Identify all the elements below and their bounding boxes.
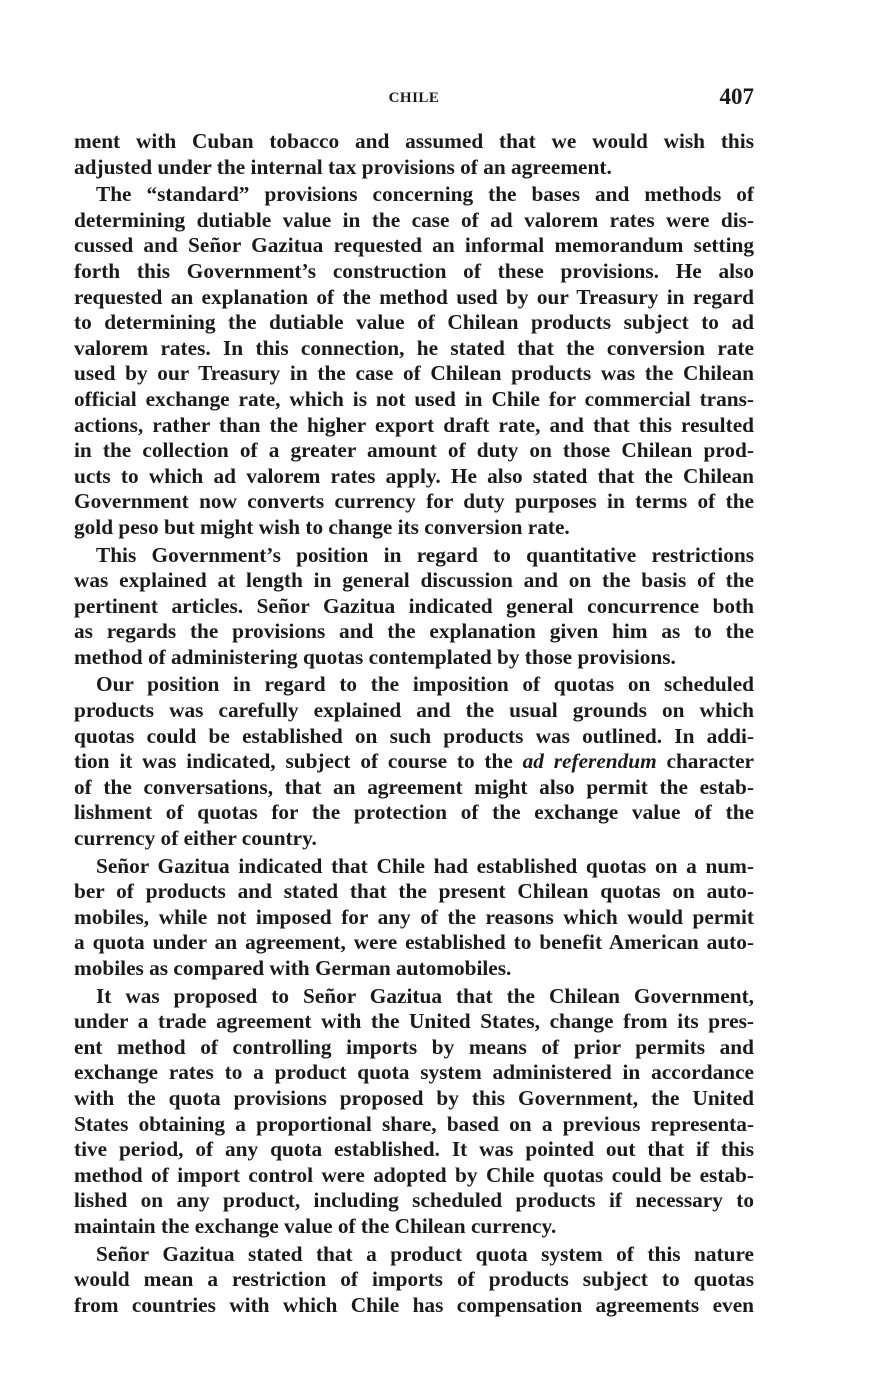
text-line: ucts to which ad valorem rates apply. He also stated that the Chilean [74, 463, 754, 488]
text-line: exchange rates to a product quota system administered in accordance [74, 1060, 754, 1085]
paragraph [74, 129, 754, 180]
text-line: Señor Gazitua indicated that Chile had established quotas on a num- [96, 853, 754, 878]
text-line: ent method of controlling imports by means of prior permits and [74, 1034, 754, 1059]
running-head: CHILE [388, 90, 440, 106]
text-line: determining dutiable value in the case of ad valorem rates were dis- [74, 207, 754, 232]
text-line: ber of products and stated that the present Chilean quotas on auto- [74, 879, 754, 904]
text-line: mobiles, while not imposed for any of the reasons which would permit [74, 904, 754, 929]
text-line: used by our Treasury in the case of Chilean products was the Chilean [74, 361, 754, 386]
text-line: tion it was indicated, subject of course to the ad referendum character [74, 749, 754, 774]
paragraph [74, 854, 754, 982]
text-line: would mean a restriction of imports of products subject to quotas [74, 1267, 754, 1292]
text-line: cussed and Señor Gazitua requested an informal memorandum setting [74, 233, 754, 258]
text-line: It was proposed to Señor Gazitua that the Chilean Government, [96, 983, 754, 1008]
text-line: lishment of quotas for the protection of the exchange value of the [74, 800, 754, 825]
text-line: maintain the exchange value of the Chilean currency. [74, 1213, 557, 1238]
text-line: to determining the dutiable value of Chilean products subject to ad [74, 310, 754, 335]
text-line: method of import control were adopted by Chile quotas could be estab- [74, 1162, 754, 1187]
text-line: from countries with which Chile has compensation agreements even [74, 1292, 754, 1317]
text-line: valorem rates. In this connection, he stated that the conversion rate [74, 335, 754, 360]
text-line: forth this Government’s construction of these provisions. He also [74, 258, 754, 283]
text-line: quotas could be established on such products was outlined. In addi- [74, 723, 754, 748]
text-line: with the quota provisions proposed by this Government, the United [74, 1085, 754, 1110]
paragraph [74, 543, 754, 671]
text-line: actions, rather than the higher export draft rate, and that this resulted [74, 412, 754, 437]
text-line: States obtaining a proportional share, based on a previous representa- [74, 1111, 754, 1136]
text-line: as regards the provisions and the explanation given him as to the [74, 619, 754, 644]
body-text [74, 129, 754, 1318]
paragraph [74, 984, 754, 1240]
text-line: The “standard” provisions concerning the bases and methods of [96, 182, 754, 207]
text-line: Government now converts currency for duty purposes in terms of the [74, 489, 754, 514]
text-line: requested an explanation of the method used by our Treasury in regard [74, 284, 754, 309]
text-line: mobiles as compared with German automobiles. [74, 956, 512, 980]
text-line: method of administering quotas contemplated by those provisions. [74, 644, 676, 669]
text-line: products was carefully explained and the usual grounds on which [74, 698, 754, 723]
text-line: This Government’s position in regard to quantitative restrictions [96, 542, 754, 567]
page-header [74, 84, 754, 118]
paragraph [74, 672, 754, 851]
text-line: gold peso but might wish to change its conversion rate. [74, 514, 570, 539]
text-line: official exchange rate, which is not used in Chile for commercial trans- [74, 386, 754, 411]
text-line: ment with Cuban tobacco and assumed that we would wish this [74, 129, 754, 153]
text-line: adjusted under the internal tax provisions of an agreement. [74, 154, 612, 179]
text-line: tive period, of any quota established. It was pointed out that if this [74, 1137, 754, 1162]
text-line: Our position in regard to the imposition of quotas on scheduled [96, 672, 754, 697]
text-line: pertinent articles. Señor Gazitua indicated general concurrence both [74, 593, 754, 618]
text-line: currency of either country. [74, 826, 317, 851]
text-line: lished on any product, including scheduled products if necessary to [74, 1188, 754, 1213]
paragraph [74, 1242, 754, 1319]
text-line: in the collection of a greater amount of duty on those Chilean prod- [74, 438, 754, 463]
page-number: 407 [719, 84, 754, 109]
paragraph [74, 182, 754, 540]
text-line: Señor Gazitua stated that a product quota system of this nature [96, 1241, 754, 1266]
text-line: a quota under an agreement, were established to benefit American auto- [74, 930, 754, 955]
text-line: of the conversations, that an agreement might also permit the estab- [74, 774, 754, 799]
text-line: under a trade agreement with the United States, change from its pres- [74, 1009, 754, 1034]
text-line: was explained at length in general discussion and on the basis of the [74, 568, 754, 593]
